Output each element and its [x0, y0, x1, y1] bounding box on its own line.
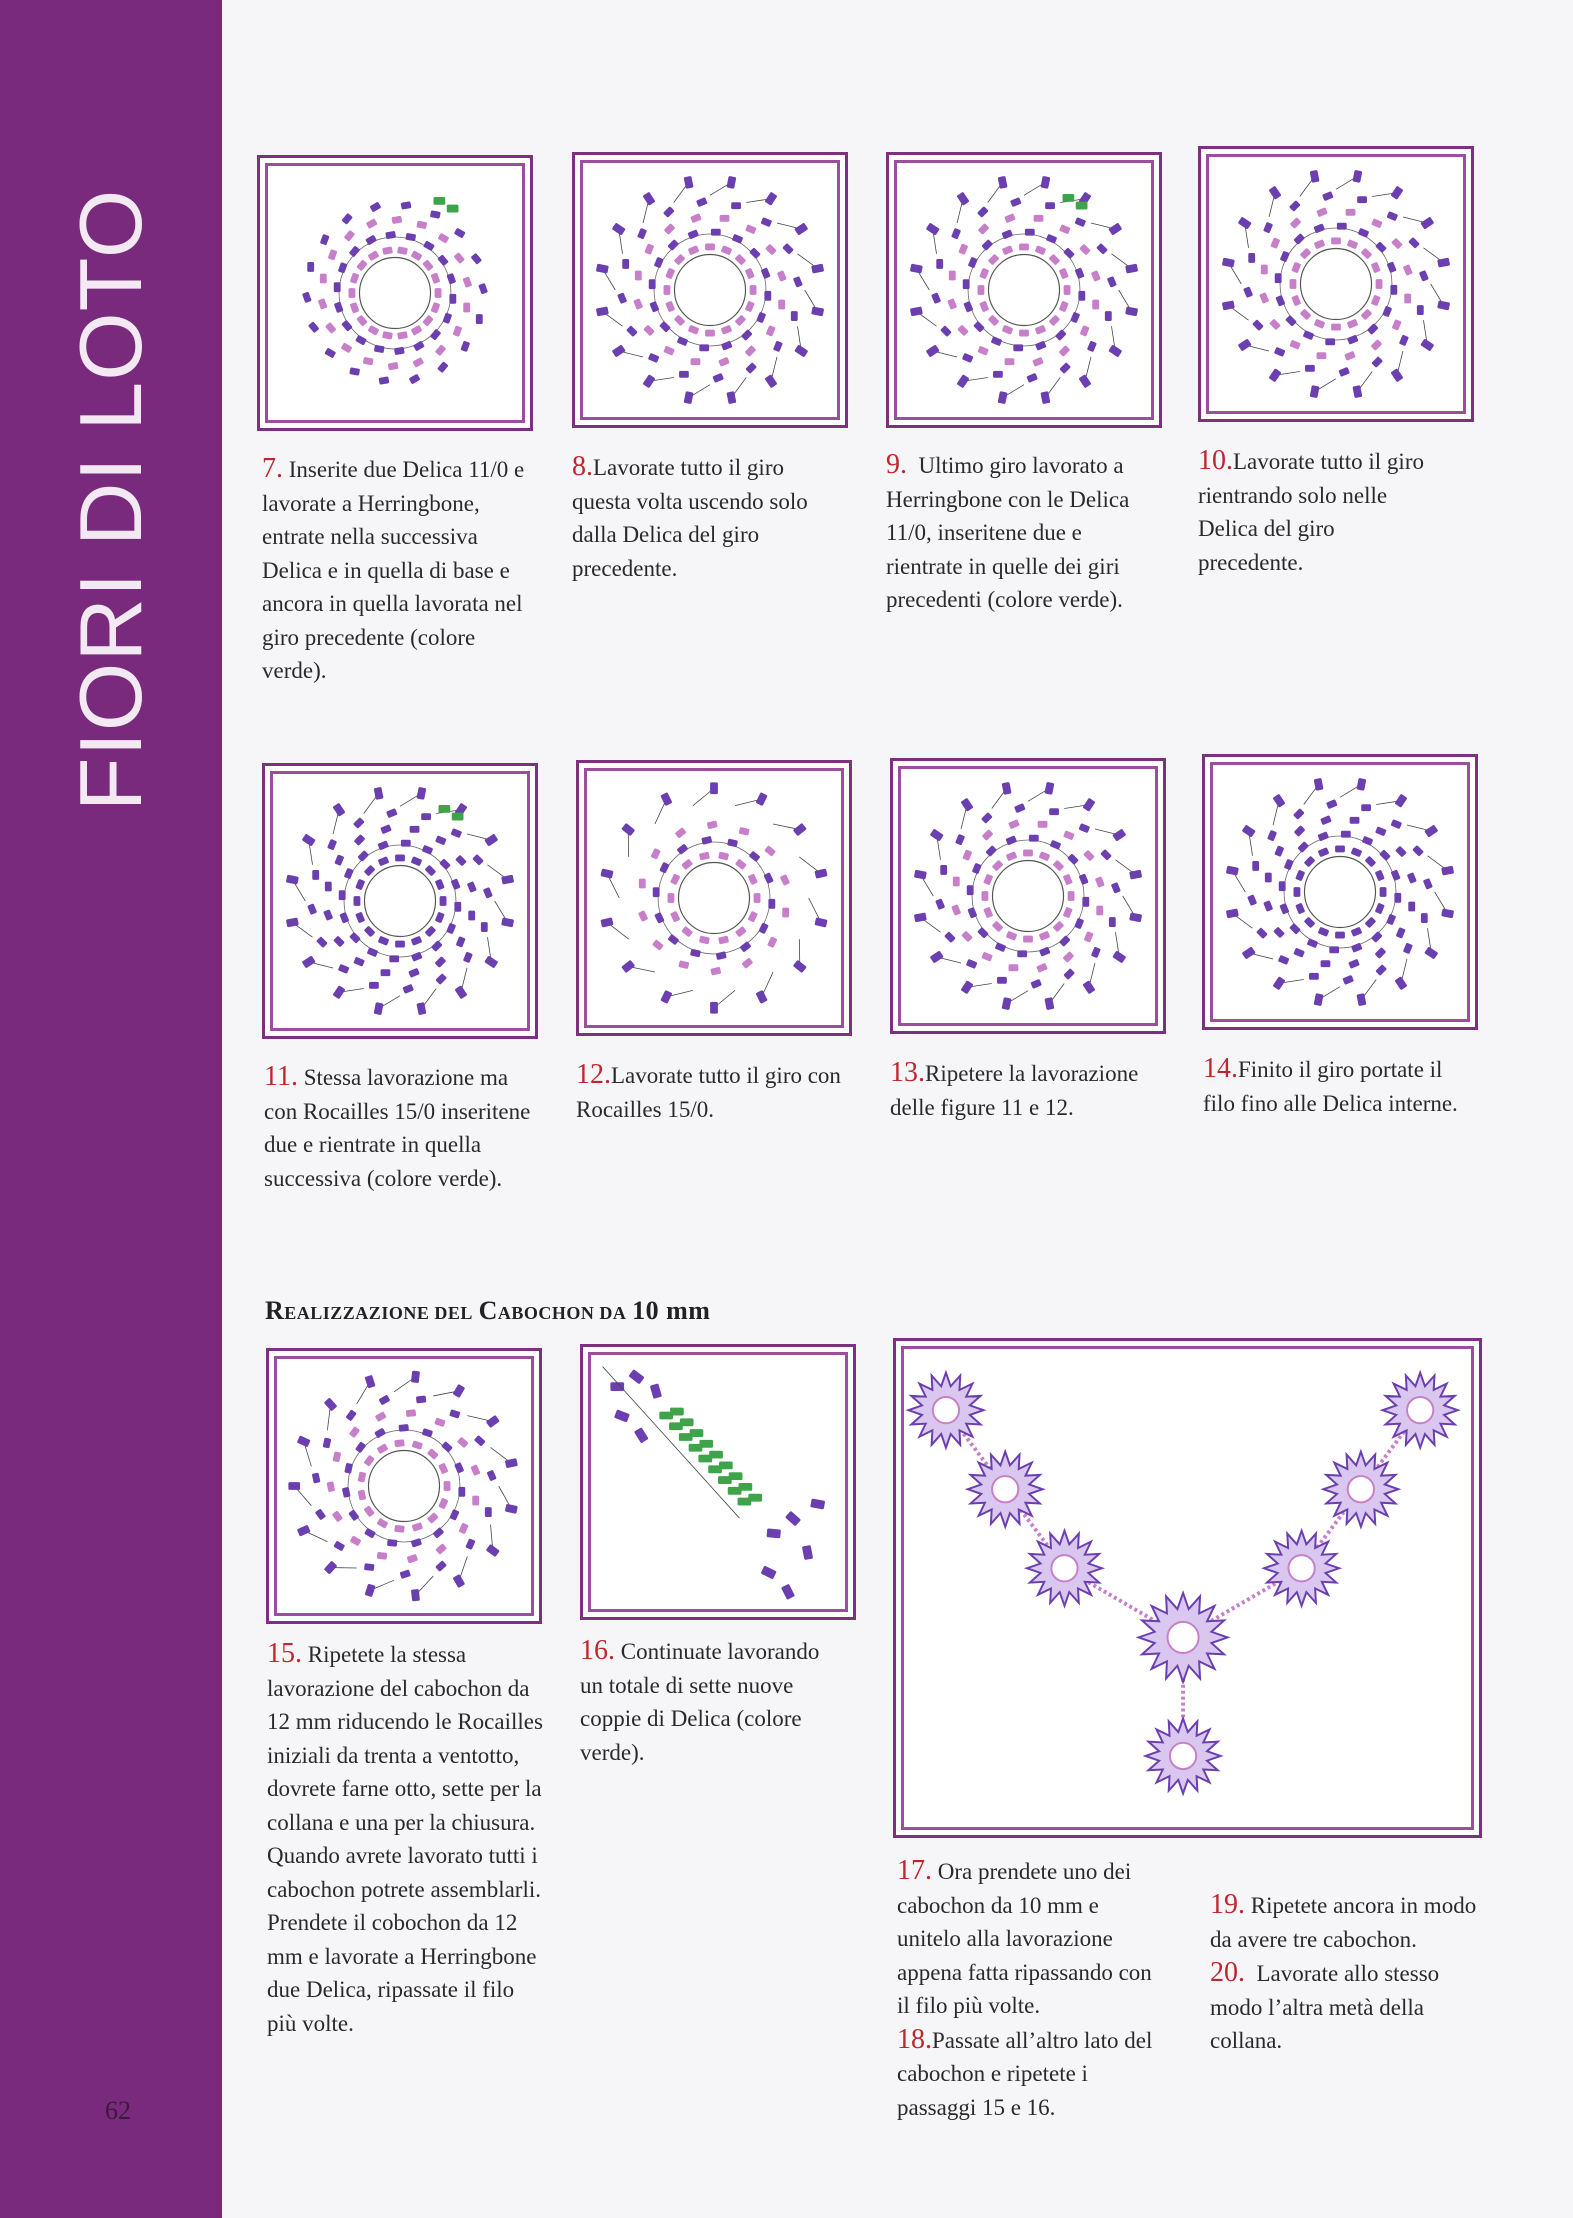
step-text: Lavorate allo stesso modo l’altra metà della collana. — [1210, 1961, 1440, 2053]
step-text: Lavorate tutto il giro con Rocailles 15/0. — [576, 1063, 841, 1122]
heading-initial: C — [478, 1296, 498, 1325]
beaded-diagonal-16 — [583, 1347, 853, 1617]
figure-14 — [1202, 754, 1478, 1030]
necklace-diagram — [896, 1341, 1479, 1835]
beaded-ring-10 — [1201, 149, 1471, 419]
step-9-caption — [886, 448, 1162, 617]
step-number: 17. — [897, 1855, 932, 1886]
figure-12 — [576, 760, 852, 1036]
beaded-ring-13 — [893, 761, 1163, 1031]
steps-19-20-caption — [1210, 1888, 1480, 2058]
step-19 — [1210, 1888, 1480, 1956]
step-text: Ripetere la lavorazione delle figure 11 e 12. — [890, 1061, 1139, 1120]
step-text: Lavorate tutto il giro rientrando solo nelle Delica del giro precedente. — [1198, 449, 1424, 575]
page-number: 62 — [105, 2096, 131, 2125]
step-number: 8. — [572, 451, 593, 482]
step-number: 13. — [890, 1057, 925, 1088]
figure-15 — [266, 1348, 542, 1624]
figure-8 — [572, 152, 848, 428]
step-number: 18. — [897, 2023, 932, 2055]
figure-16 — [580, 1344, 856, 1620]
steps-17-18-caption — [897, 1854, 1165, 2124]
heading-word: ABOCHON DA — [497, 1303, 627, 1323]
step-12-caption — [576, 1058, 852, 1126]
step-number: 10. — [1198, 445, 1233, 476]
figure-necklace — [893, 1338, 1482, 1838]
sidebar-title: FIORI DI LOTO — [61, 188, 160, 812]
beaded-ring-12 — [579, 763, 849, 1033]
figure-9 — [886, 152, 1162, 428]
step-number: 14. — [1203, 1053, 1238, 1084]
step-20 — [1210, 1956, 1480, 2058]
step-number: 15. — [267, 1638, 302, 1669]
step-number: 11. — [264, 1061, 298, 1092]
figure-7 — [257, 155, 533, 431]
step-11-caption — [264, 1060, 539, 1195]
step-text: Ripetete ancora in modo da avere tre cabochon. — [1210, 1893, 1477, 1952]
step-number: 19. — [1210, 1889, 1245, 1920]
sidebar — [0, 0, 222, 2218]
heading-initial: R — [265, 1296, 285, 1325]
step-15-caption — [267, 1637, 545, 2040]
heading-size: 10 mm — [632, 1296, 711, 1325]
step-text: Ultimo giro lavorato a Herringbone con le Delica 11/0, inseritene due e rientrate in quelle dei giri precedenti (colore verde). — [886, 453, 1130, 612]
step-text: Stessa lavorazione ma con Rocailles 15/0 inseritene due e rientrate in quella successiva (colore verde). — [264, 1065, 531, 1191]
section-heading — [265, 1296, 710, 1326]
step-text: Lavorate tutto il giro questa volta uscendo solo dalla Delica del giro precedente. — [572, 455, 808, 581]
step-text: Passate all’altro lato del cabochon e ripetete i passaggi 15 e 16. — [897, 2027, 1153, 2120]
step-number: 7. — [262, 453, 283, 484]
beaded-ring-14 — [1205, 757, 1475, 1027]
step-16-caption — [580, 1634, 840, 1769]
figure-11 — [262, 763, 538, 1039]
step-text: Ora prendete uno dei cabochon da 10 mm e unitelo alla lavorazione appena fatta ripassando con il filo più volte. — [897, 1859, 1152, 2018]
beaded-ring-9 — [889, 155, 1159, 425]
figure-10 — [1198, 146, 1474, 422]
step-13-caption — [890, 1056, 1150, 1124]
step-text: Finito il giro portate il filo fino alle Delica interne. — [1203, 1057, 1458, 1116]
beaded-ring-15 — [269, 1351, 539, 1621]
step-17 — [897, 1854, 1165, 2023]
step-number: 16. — [580, 1635, 615, 1666]
beaded-ring-11 — [265, 766, 535, 1036]
step-text: Inserite due Delica 11/0 e lavorate a Herringbone, entrate nella successiva Delica e in quella di base e ancora in quella lavorata nel giro precedente (colore verde). — [262, 457, 525, 683]
step-number: 9. — [886, 449, 907, 480]
step-18 — [897, 2023, 1165, 2125]
step-7-caption — [262, 452, 537, 688]
step-8-caption — [572, 450, 848, 585]
step-text: Continuate lavorando un totale di sette nuove coppie di Delica (colore verde). — [580, 1639, 820, 1765]
step-number: 20. — [1210, 1957, 1245, 1988]
step-10-caption — [1198, 444, 1443, 579]
beaded-ring-8 — [575, 155, 845, 425]
beaded-ring-7 — [260, 158, 530, 428]
step-14-caption — [1203, 1052, 1478, 1120]
step-text: Ripetete la stessa lavorazione del cabochon da 12 mm riducendo le Rocailles iniziali da trenta a ventotto, dovrete farne otto, sette per la collana e una per la chiusura. Quando avrete lavorato tutti i cabochon potrete assemblarli. Prendete il cobochon da 12 mm e lavorate a Herringbone due Delica, ripassate il filo più volte. — [267, 1642, 543, 2036]
step-number: 12. — [576, 1059, 611, 1090]
figure-13 — [890, 758, 1166, 1034]
heading-word: EALIZZAZIONE DEL — [284, 1303, 473, 1323]
